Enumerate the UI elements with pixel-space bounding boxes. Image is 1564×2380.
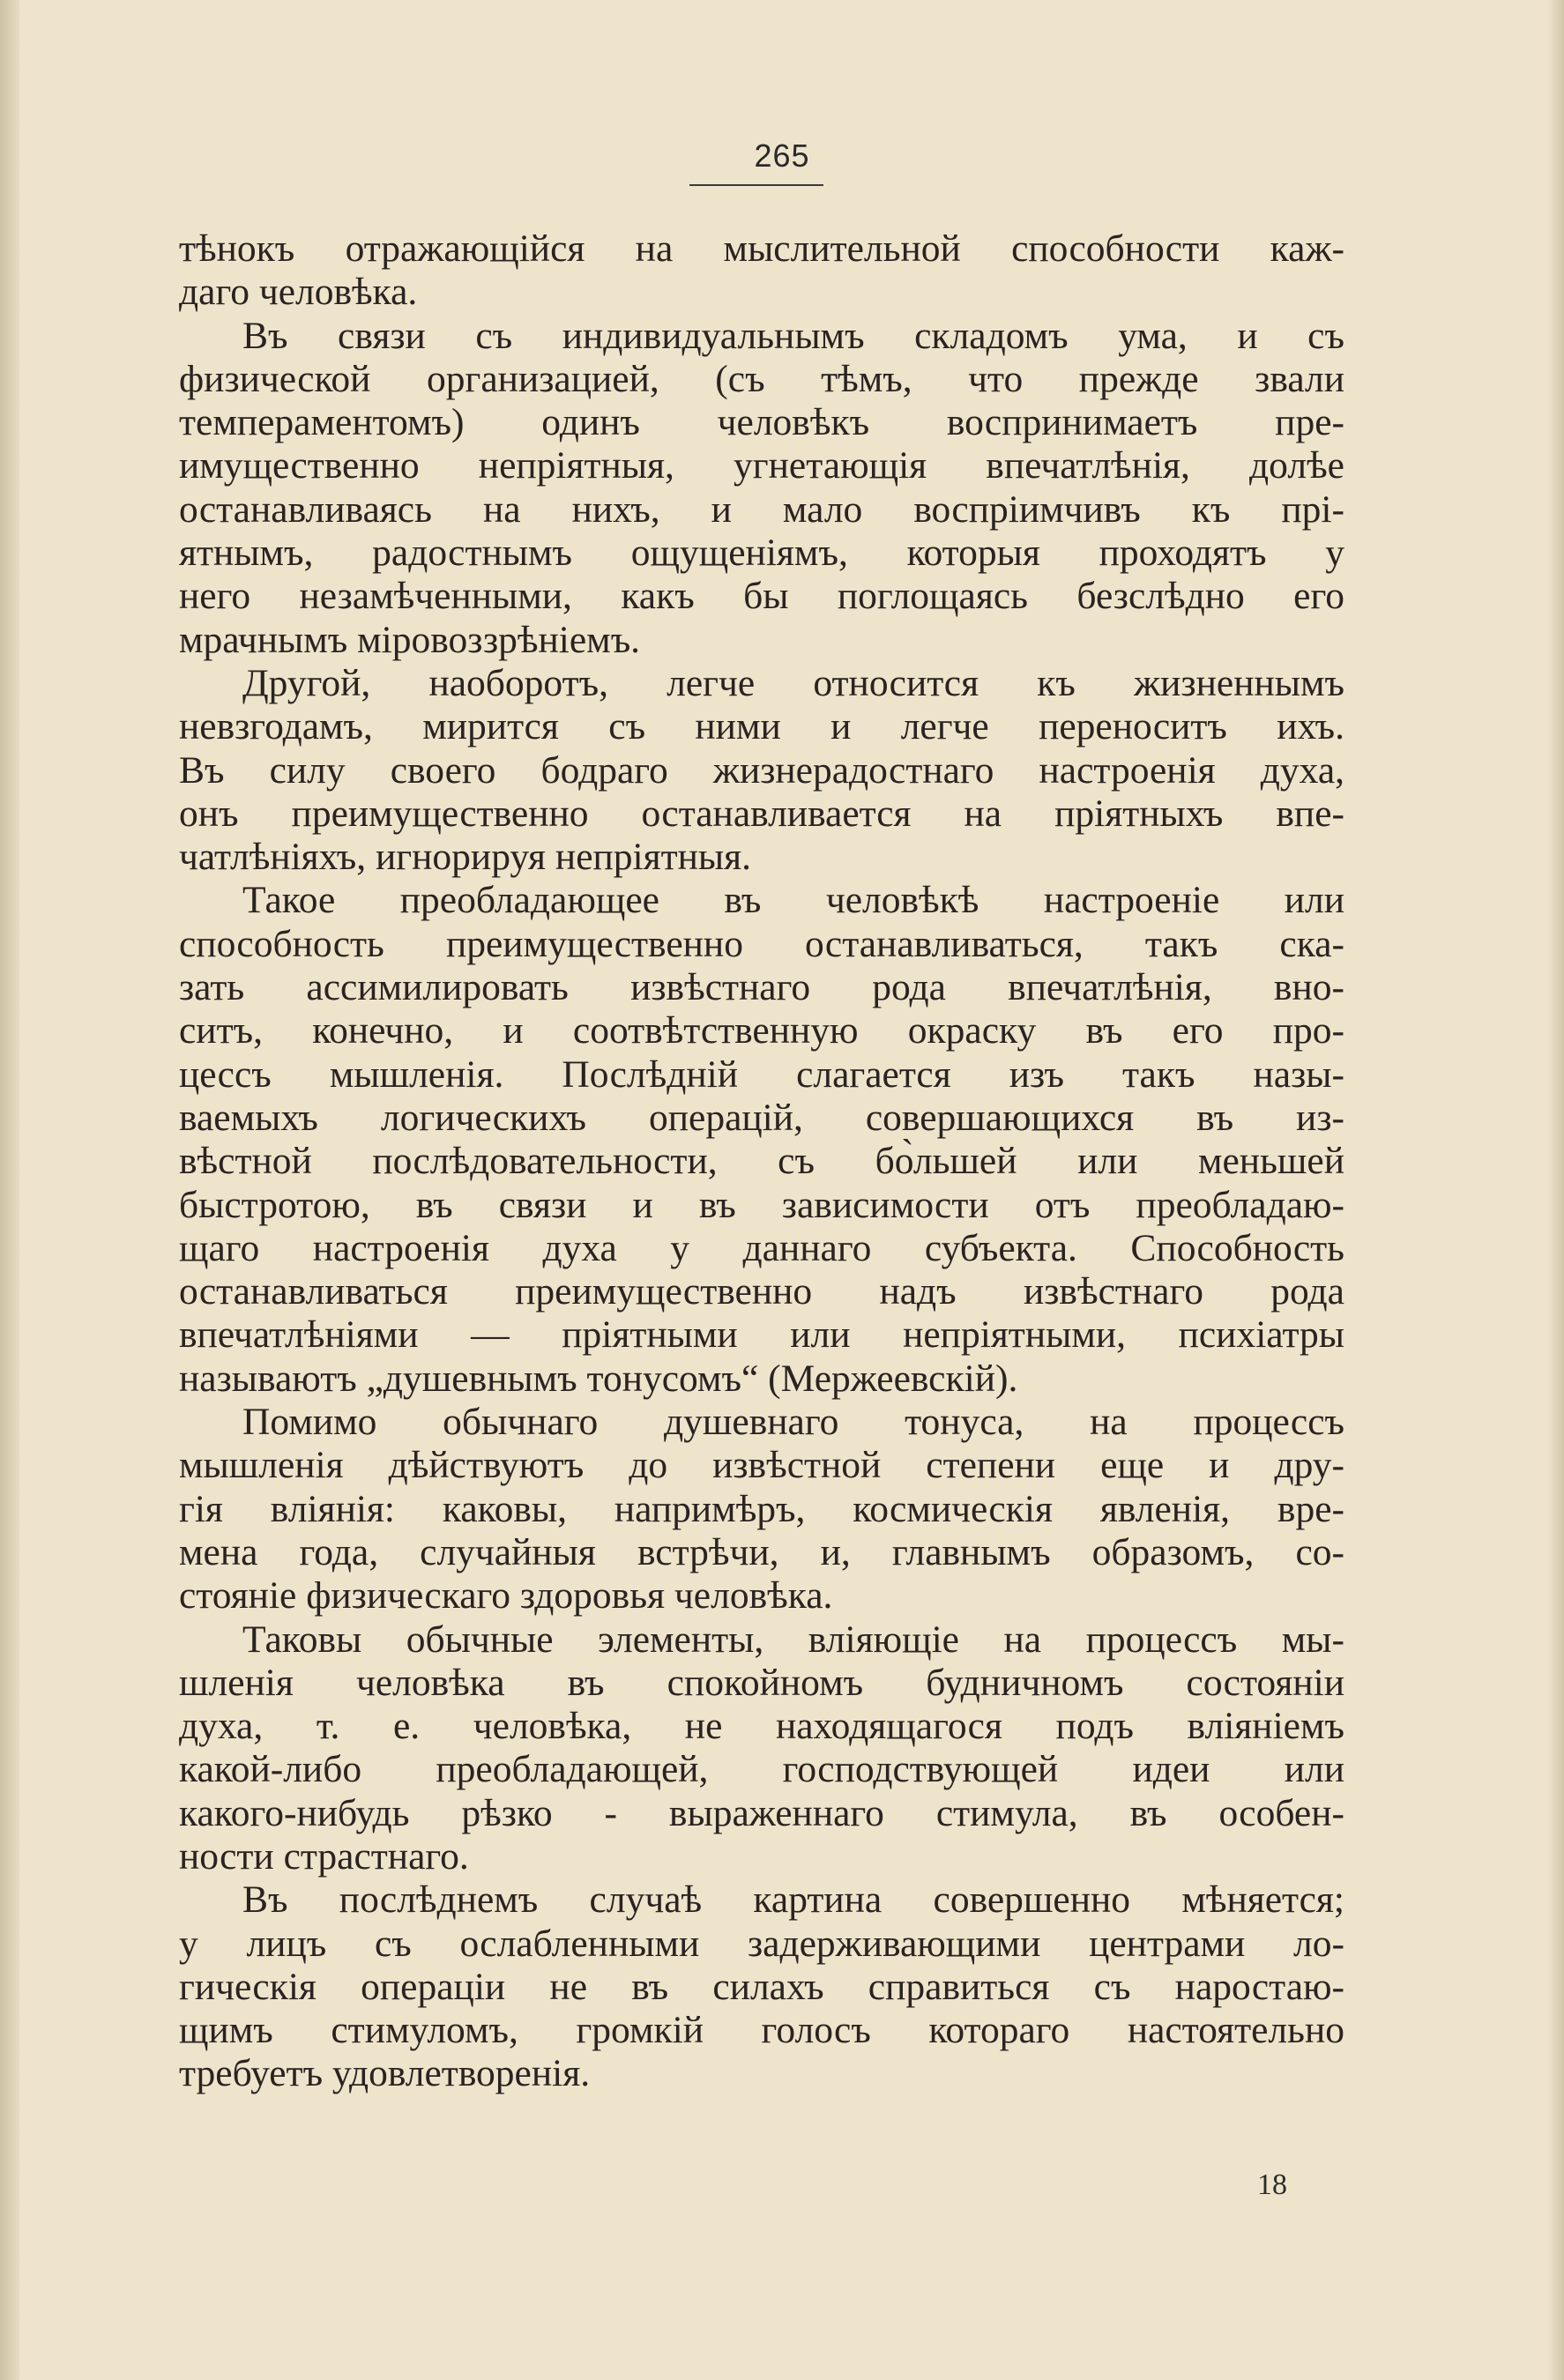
text-line: щаго настроенія духа у даннаго субъекта. Способность <box>179 1226 1344 1269</box>
text-line: Помимо обычнаго душевнаго тонуса, на процессъ <box>242 1401 1344 1444</box>
text-line: вѣстной послѣдовательности, съ бо̀льшей или меньшей <box>179 1140 1344 1183</box>
text-line: Въ силу своего бодраго жизнерадостнаго настроенія духа, <box>179 748 1344 792</box>
text-line: Въ связи съ индивидуальнымъ складомъ ума, и съ <box>242 314 1344 357</box>
text-line: у лицъ съ ослабленными задерживающими центрами ло- <box>179 1922 1344 1965</box>
page-edge-right <box>1548 0 1564 2380</box>
text-line: мена года, случайныя встрѣчи, и, главнымъ образомъ, со- <box>179 1530 1344 1573</box>
text-line: щимъ стимуломъ, громкій голосъ котораго настоятельно <box>179 2009 1344 2052</box>
text-line: Другой, наоборотъ, легче относится къ жизненнымъ <box>242 661 1344 704</box>
text-line: впечатлѣніями — пріятными или непріятными, психіатры <box>179 1313 1344 1357</box>
text-line: физической организацией, (съ тѣмъ, что прежде звали <box>179 357 1344 400</box>
signature-mark: 18 <box>1257 2168 1287 2201</box>
text-line: невзгодамъ, мирится съ ними и легче переноситъ ихъ. <box>179 705 1344 748</box>
text-line: темпераментомъ) одинъ человѣкъ воспринимаетъ пре- <box>179 401 1344 444</box>
text-line: духа, т. е. человѣка, не находящагося подъ вліяніемъ <box>179 1705 1344 1748</box>
page-number: 265 <box>754 138 810 174</box>
text-line: стояніе физическаго здоровья человѣка. <box>179 1574 833 1618</box>
text-line: Такое преобладающее въ человѣкѣ настроеніе или <box>242 879 1344 922</box>
text-line: гическія операціи не въ силахъ справиться съ наростаю- <box>179 1965 1344 2008</box>
text-line: быстротою, въ связи и въ зависимости отъ преобладаю- <box>179 1183 1344 1226</box>
text-line: останавливаться преимущественно надъ извѣстнаго рода <box>179 1270 1344 1313</box>
text-line: имущественно непріятныя, угнетающія впечатлѣнія, долѣе <box>179 444 1344 487</box>
text-line: чатлѣніяхъ, игнорируя непріятныя. <box>179 836 752 879</box>
text-line: какого-нибудь рѣзко - выраженнаго стимула, въ особен- <box>179 1791 1344 1834</box>
text-line: мрачнымъ міровоззрѣніемъ. <box>179 618 641 661</box>
text-line: требуетъ удовлетворенія. <box>179 2052 591 2095</box>
text-line: гія вліянія: каковы, напримѣръ, космическія явленія, вре- <box>179 1487 1344 1530</box>
text-line: ситъ, конечно, и соотвѣтственную окраску въ его про- <box>179 1009 1344 1052</box>
body-text <box>179 227 1344 2096</box>
text-line: Таковы обычные элементы, вліяющіе на процессъ мы- <box>242 1618 1344 1661</box>
text-line: мышленія дѣйствуютъ до извѣстной степени еще и дру- <box>179 1444 1344 1487</box>
text-line: онъ преимущественно останавливается на пріятныхъ впе- <box>179 792 1344 835</box>
text-line: шленія человѣка въ спокойномъ будничномъ состояніи <box>179 1661 1344 1704</box>
text-line: какой-либо преобладающей, господствующей идеи или <box>179 1748 1344 1791</box>
text-line: Въ послѣднемъ случаѣ картина совершенно мѣняется; <box>242 1878 1344 1922</box>
text-line: цессъ мышленія. Послѣдній слагается изъ такъ назы- <box>179 1052 1344 1096</box>
text-line: называютъ „душевнымъ тонусомъ“ (Мержеевскій). <box>179 1357 1018 1400</box>
text-line: тѣнокъ отражающійся на мыслительной способности каж- <box>179 227 1344 270</box>
text-line: зать ассимилировать извѣстнаго рода впечатлѣнія, вно- <box>179 966 1344 1009</box>
text-line: ятнымъ, радостнымъ ощущеніямъ, которыя проходятъ у <box>179 532 1344 575</box>
text-line: него незамѣченными, какъ бы поглощаясь безслѣдно его <box>179 575 1344 618</box>
text-line: ности страстнаго. <box>179 1834 469 1878</box>
text-line: способность преимущественно останавливаться, такъ ска- <box>179 922 1344 965</box>
text-line: даго человѣка. <box>179 271 418 314</box>
header-rule <box>689 184 823 186</box>
text-line: останавливаясь на нихъ, и мало воспріимчивъ къ прі- <box>179 487 1344 531</box>
text-line: ваемыхъ логическихъ операцій, совершающихся въ из- <box>179 1096 1344 1139</box>
page-edge-left <box>0 0 19 2380</box>
